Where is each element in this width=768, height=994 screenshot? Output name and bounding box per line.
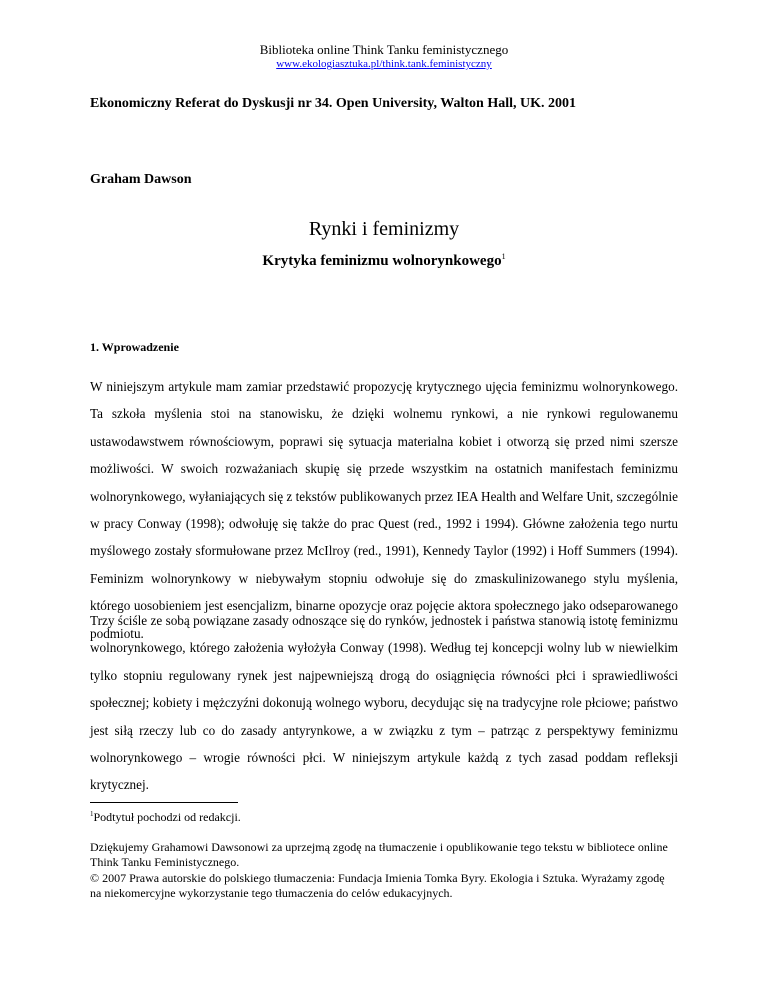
library-header: Biblioteka online Think Tanku feministycznego: [259, 42, 509, 57]
paragraph-1: W niniejszym artykule mam zamiar przedstawić propozycję krytycznego ujęcia feminizmu wolnorynkowego. Ta szkoła myślenia stoi na stanowisku, że dzięki wolnemu rynkowi, a nie rynkowi regulowanemu ustawodawstwem równościowym, poprawi się sytuacja materialna kobiet i otworzą się przed nimi szersze możliwości. W swoich rozważaniach skupię się przede wszystkim na ostatnich manifestach feminizmu wolnorynkowego, wyłaniających się z tekstów publikowanych przez IEA Health and Welfare Unit, szczególnie w pracy Conway (1998); odwołuję się także do prac Quest (red., 1992 i 1994). Główne założenia tego nurtu myślowego zostały sformułowane przez McIlroy (red., 1991), Kennedy Taylor (1992) i Hoff Summers (1994). Feminizm wolnorynkowy w niebywałym stopniu odwołuje się do zmaskulinizowanego stylu myślenia, którego uosobieniem jest esencjalizm, binarne opozycje oraz pojęcie aktora społecznego jako odseparowanego podmiotu.: [90, 379, 678, 641]
series-line: Ekonomiczny Referat do Dyskusji nr 34. Open University, Walton Hall, UK. 2001: [90, 96, 577, 111]
section-heading: 1. Wprowadzenie: [90, 340, 179, 354]
copyright-note: © 2007 Prawa autorskie do polskiego tłumaczenia: Fundacja Imienia Tomka Byry. Ekologia i Sztuka. Wyrażamy zgodę na niekomercyjne wykorzystanie tego tłumaczenia do celów edukacyjnych.: [90, 871, 665, 900]
footnote-1-text: Podtytuł pochodzi od redakcji.: [93, 810, 241, 824]
author-name: Graham Dawson: [90, 172, 192, 187]
paragraph-2: Trzy ściśle ze sobą powiązane zasady odnoszące się do rynków, jednostek i państwa stanowią istotę feminizmu wolnorynkowego, którego założenia wyłożyła Conway (1998). Według tej koncepcji wolny lub w niewielkim tylko stopniu regulowany rynek jest najpewniejszą drogą do osiągnięcia równości płci i sprawiedliwości społecznej; kobiety i mężczyźni dokonują wolnego wyboru, decydując się na tradycyjne role płciowe; państwo jest siłą rzeczy lub co do zasady antyrynkowe, a w związku z tym – patrząc z perspektywy feminizmu wolnorynkowego – wrogie równości płci. W niniejszym artykule każdą z tych zasad poddam refleksji krytycznej.: [90, 613, 678, 793]
footnote-divider: [90, 802, 238, 803]
footnote-1: [90, 807, 678, 825]
footnote-reference[interactable]: 1: [501, 252, 506, 261]
document-subtitle: [0, 252, 768, 270]
document-title: Rynki i feminizmy: [308, 218, 460, 240]
footnote-marker: 1: [90, 810, 94, 818]
library-url-line: [0, 58, 768, 70]
subtitle-text: Krytyka feminizmu wolnorynkowego: [262, 253, 502, 269]
acknowledgement-note: Dziękujemy Grahamowi Dawsonowi za uprzejmą zgodę na tłumaczenie i opublikowanie tego tekstu w bibliotece online Think Tanku Feministycznego.: [90, 840, 668, 869]
library-url-link[interactable]: www.ekologiasztuka.pl/think.tank.feministyczny: [276, 58, 492, 70]
